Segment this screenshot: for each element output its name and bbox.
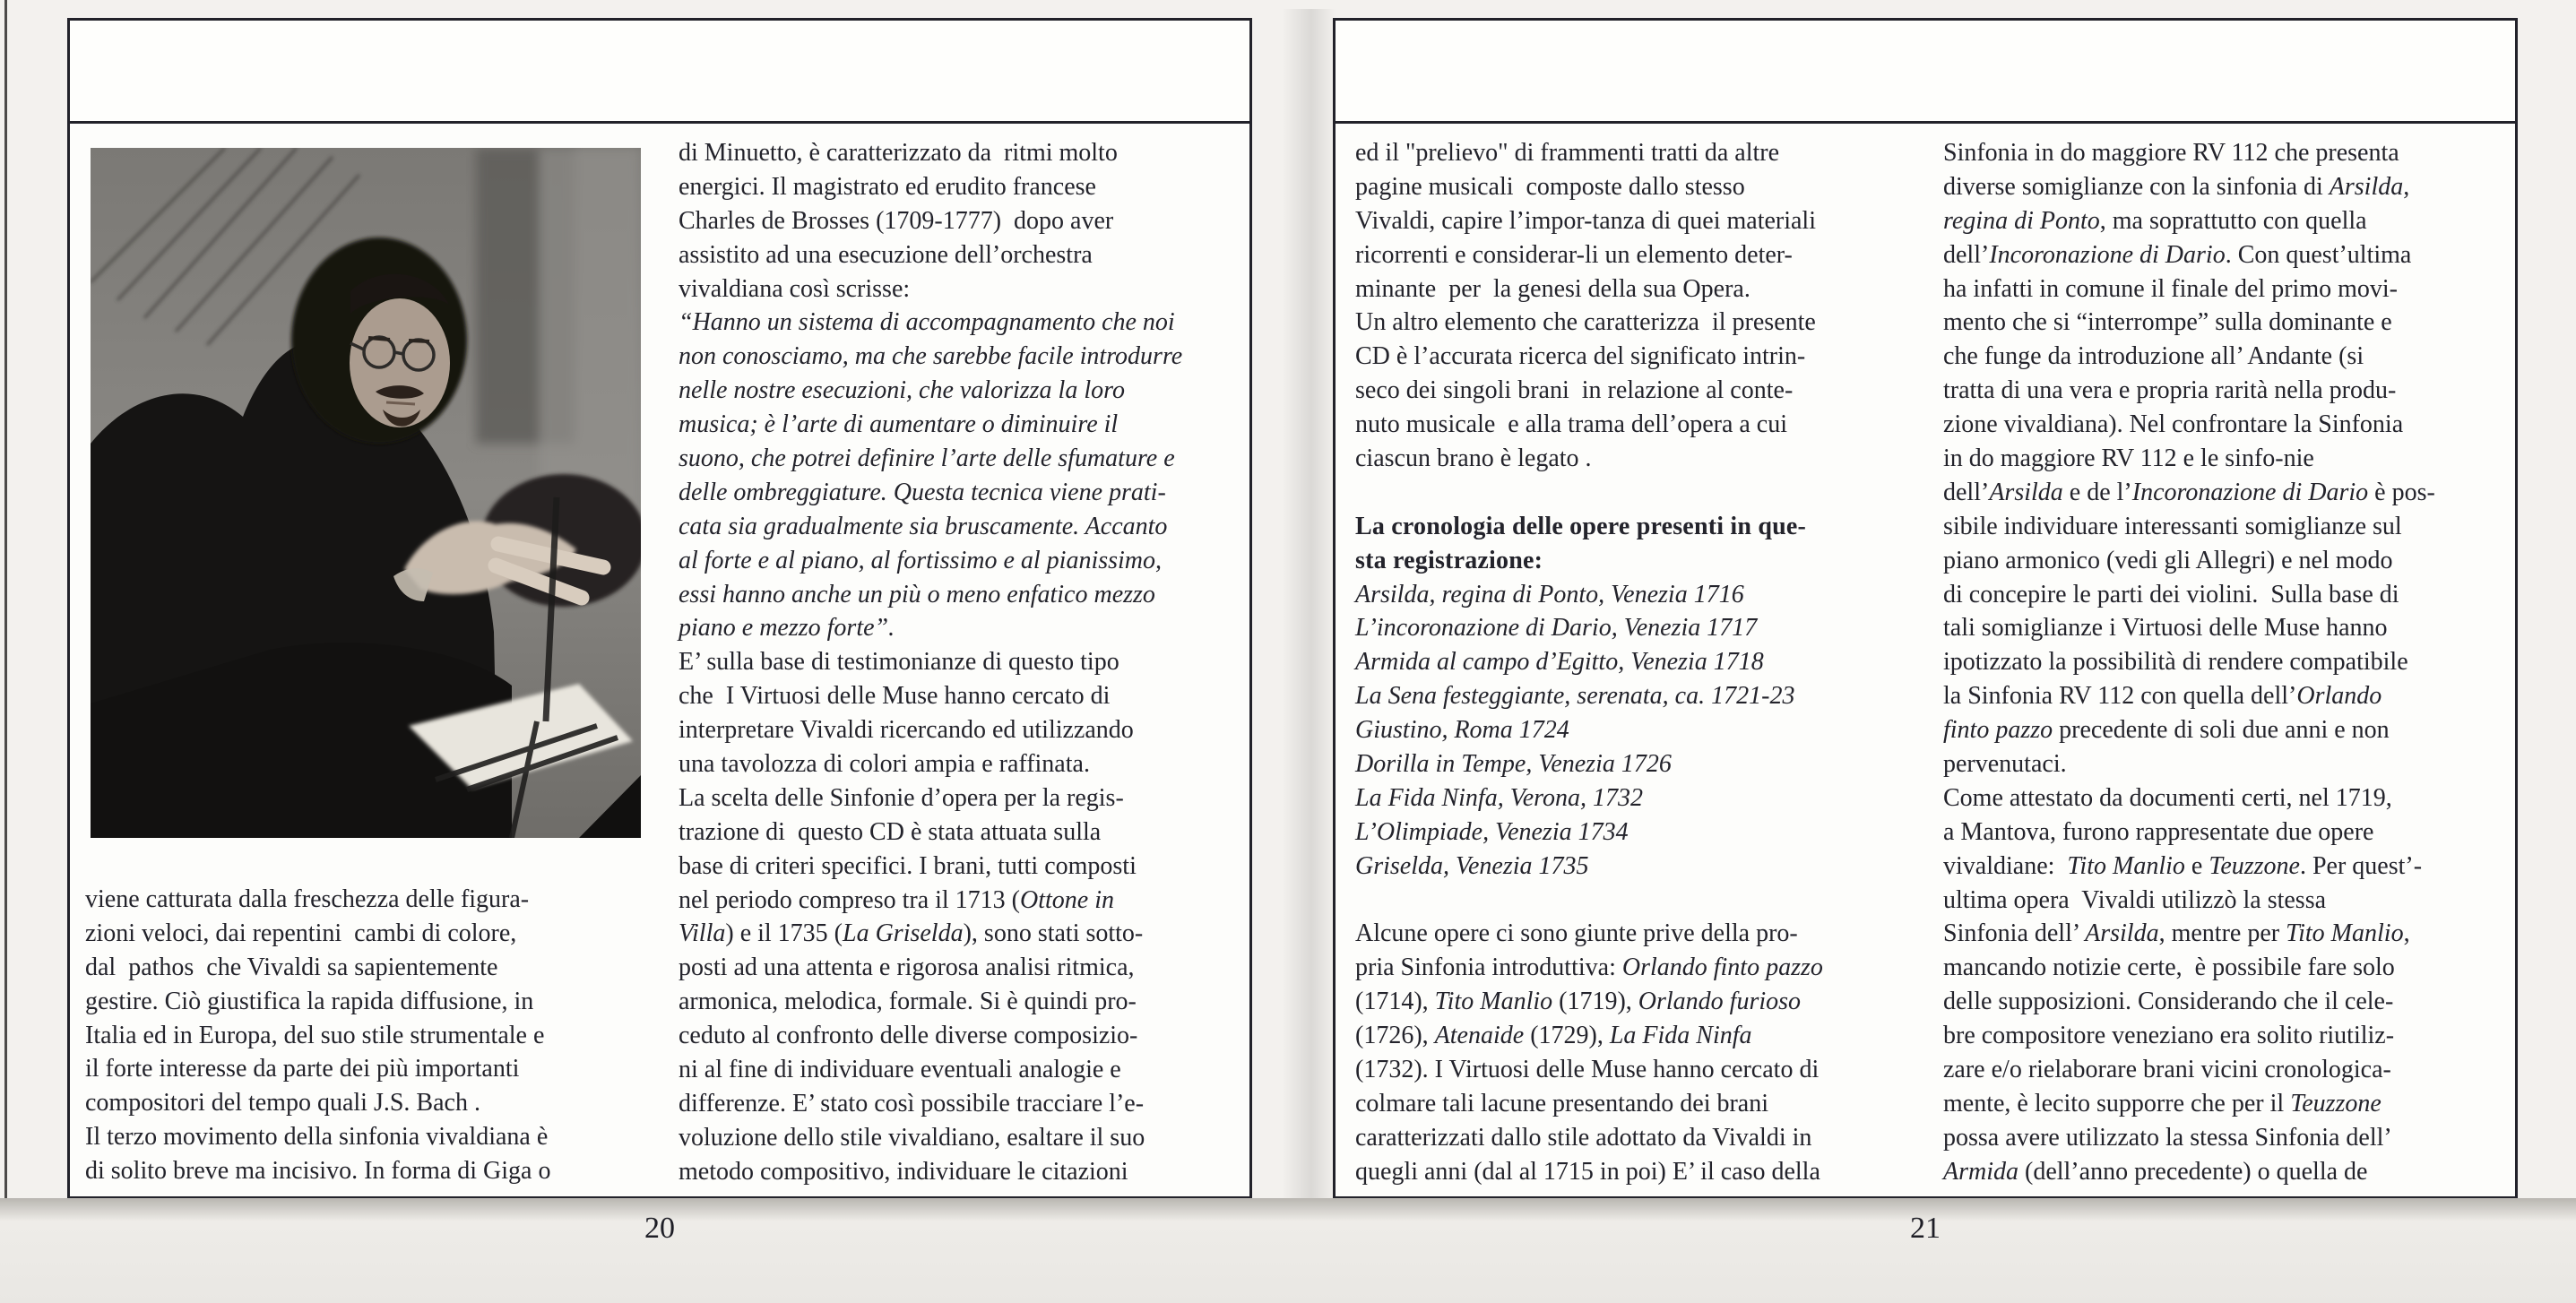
text-line: finto pazzo precedente di soli due anni e non — [1943, 716, 2390, 745]
text-line: Villa) e il 1735 (La Griselda), sono stati sotto- — [679, 919, 1144, 948]
text-line: Vivaldi, capire l’impor-tanza di quei materiali — [1355, 206, 1816, 235]
text-line: E’ sulla base di testimonianze di questo tipo — [679, 648, 1119, 677]
text-line: La Sena festeggiante, serenata, ca. 1721-23 — [1355, 682, 1795, 711]
text-line: L’incoronazione di Dario, Venezia 1717 — [1355, 614, 1758, 643]
text-line: colmare tali lacune presentando dei brani — [1355, 1089, 1769, 1117]
text-line: delle ombreggiature. Questa tecnica viene prati- — [679, 478, 1166, 506]
text-line: ricorrenti e considerar-li un elemento deter- — [1355, 240, 1793, 269]
text-line: dell’Arsilda e de l’Incoronazione di Dario è pos- — [1943, 478, 2435, 506]
text-line: al forte e al piano, al fortissimo e al pianissimo, — [679, 546, 1163, 574]
text-line: cata sia gradualmente sia bruscamente. Accanto — [679, 512, 1168, 540]
text-line: energici. Il magistrato ed erudito francese — [679, 172, 1096, 201]
text-line: Italia ed in Europa, del suo stile strumentale e — [85, 1021, 545, 1049]
text-line: diverse somiglianze con la sinfonia di Arsilda, — [1943, 172, 2410, 201]
page-right-header-band — [1336, 21, 2515, 124]
text-line: dal pathos che Vivaldi sa sapientemente — [85, 953, 498, 981]
text-line: viene catturata dalla freschezza delle figura- — [85, 885, 530, 913]
text-line: voluzione dello stile vivaldiano, esaltare il suo — [679, 1123, 1145, 1152]
text-line: nelle nostre esecuzioni, che valorizza la loro — [679, 376, 1125, 405]
text-line: ipotizzato la possibilità di rendere compatibile — [1943, 648, 2408, 677]
text-line: di Minuetto, è caratterizzato da ritmi molto — [679, 139, 1118, 167]
text-line — [1355, 476, 1933, 510]
text-line: La scelta delle Sinfonie d’opera per la regis- — [679, 783, 1124, 812]
text-line: ultima opera Vivaldi utilizzò la stessa — [1943, 885, 2327, 914]
text-line: Un altro elemento che caratterizza il presente — [1355, 308, 1816, 337]
text-line: suono, che potrei definire l’arte delle sfumature e — [679, 444, 1175, 473]
text-line: minante per la genesi della sua Opera. — [1355, 274, 1750, 303]
text-line: posti ad una attenta e rigorosa analisi ritmica, — [679, 954, 1135, 982]
text-line: armonica, melodica, formale. Si è quindi pro- — [679, 988, 1137, 1016]
conductor-photo — [91, 148, 641, 838]
text-line: interpretare Vivaldi ricercando ed utilizzando — [679, 716, 1134, 745]
text-line: pervenutaci. — [1943, 750, 2067, 779]
text-line: zare e/o rielaborare brani vicini cronologica- — [1943, 1056, 2391, 1084]
text-line: tali somiglianze i Virtuosi delle Muse hanno — [1943, 614, 2388, 643]
text-line: Armida (dell’anno precedente) o quella de — [1943, 1157, 2368, 1186]
text-line: sibile individuare interessanti somiglianze sul — [1943, 512, 2402, 540]
text-line: dell’Incoronazione di Dario. Con quest’ultima — [1943, 240, 2412, 269]
scan-edge-line — [4, 0, 7, 1205]
text-line: di concepire le parti dei violini. Sulla base di — [1943, 580, 2399, 608]
text-line: (1732). I Virtuosi delle Muse hanno cercato di — [1355, 1056, 1820, 1084]
text-line: Arsilda, regina di Ponto, Venezia 1716 — [1355, 580, 1744, 608]
right-page-column-left — [1355, 136, 1933, 1189]
text-line: Charles de Brosses (1709-1777) dopo aver — [679, 206, 1114, 235]
text-line: vivaldiana così scrisse: — [679, 274, 911, 303]
text-line: mancando notizie certe, è possibile fare solo — [1943, 954, 2395, 982]
text-line: sta registrazione: — [1355, 546, 1543, 574]
text-line: La Fida Ninfa, Verona, 1732 — [1355, 783, 1643, 812]
text-line: (1726), Atenaide (1729), La Fida Ninfa — [1355, 1022, 1752, 1050]
text-line: seco dei singoli brani in relazione al conte- — [1355, 376, 1794, 405]
text-line — [1355, 884, 1933, 918]
text-line: Sinfonia in do maggiore RV 112 che presenta — [1943, 139, 2399, 167]
text-line: la Sinfonia RV 112 con quella dell’Orlando — [1943, 682, 2382, 711]
text-line: compositori del tempo quali J.S. Bach . — [85, 1089, 480, 1117]
text-line: che I Virtuosi delle Muse hanno cercato di — [679, 682, 1111, 711]
text-line: nuto musicale e alla trama dell’opera a cui — [1355, 410, 1788, 439]
text-line: zioni veloci, dai repentini cambi di colore, — [85, 919, 517, 947]
text-line: La cronologia delle opere presenti in que- — [1355, 512, 1807, 540]
text-line: (1714), Tito Manlio (1719), Orlando furioso — [1355, 988, 1802, 1016]
text-line: differenze. E’ stato così possibile tracciare l’e- — [679, 1089, 1145, 1117]
text-line: tratta di una vera e propria rarità nella produ- — [1943, 376, 2397, 405]
page-number-left: 20 — [644, 1212, 675, 1245]
text-line: Armida al campo d’Egitto, Venezia 1718 — [1355, 648, 1764, 677]
text-line: L’Olimpiade, Venezia 1734 — [1355, 817, 1629, 846]
text-line: mente, è lecito supporre che per il Teuzzone — [1943, 1089, 2382, 1117]
left-page-column-left — [85, 883, 672, 1188]
text-line: Il terzo movimento della sinfonia vivaldiana è — [85, 1123, 549, 1152]
text-line: Giustino, Roma 1724 — [1355, 716, 1569, 745]
text-line: zione vivaldiana). Nel confrontare la Sinfonia — [1943, 410, 2404, 439]
text-line: Griselda, Venezia 1735 — [1355, 851, 1589, 880]
text-line: possa avere utilizzato la stessa Sinfonia dell’ — [1943, 1123, 2392, 1152]
text-line: ed il "prelievo" di frammenti tratti da altre — [1355, 139, 1780, 167]
text-line: vivaldiane: Tito Manlio e Teuzzone. Per quest’- — [1943, 851, 2423, 880]
text-line: ni al fine di individuare eventuali analogie e — [679, 1056, 1121, 1084]
right-page-column-right — [1943, 136, 2521, 1189]
text-line: essi hanno anche un più o meno enfatico mezzo — [679, 580, 1155, 608]
text-line: Dorilla in Tempe, Venezia 1726 — [1355, 750, 1672, 779]
text-line: pria Sinfonia introduttiva: Orlando finto pazzo — [1355, 954, 1823, 982]
text-line: mento che si “interrompe” sulla dominante e — [1943, 308, 2392, 337]
left-page-column-right — [679, 136, 1261, 1189]
text-line: trazione di questo CD è stata attuata sulla — [679, 817, 1102, 846]
text-line: che funge da introduzione all’ Andante (si — [1943, 342, 2364, 371]
text-line: CD è l’accurata ricerca del significato intrin- — [1355, 342, 1806, 371]
text-line: ceduto al confronto delle diverse composizio- — [679, 1022, 1138, 1050]
text-line: base di criteri specifici. I brani, tutti composti — [679, 851, 1137, 880]
text-line: metodo compositivo, individuare le citazioni — [679, 1157, 1128, 1186]
text-line: regina di Ponto, ma soprattutto con quella — [1943, 206, 2367, 235]
text-line: ha infatti in comune il finale del primo movi- — [1943, 274, 2398, 303]
text-line: pagine musicali composte dallo stesso — [1355, 172, 1745, 201]
text-line: in do maggiore RV 112 e le sinfo-nie — [1943, 444, 2314, 473]
text-line: Alcune opere ci sono giunte prive della pro- — [1355, 919, 1798, 948]
page-left-header-band — [70, 21, 1249, 124]
text-line: nel periodo compreso tra il 1713 (Ottone in — [679, 885, 1115, 914]
text-line: quegli anni (dal al 1715 in poi) E’ il caso della — [1355, 1157, 1820, 1186]
text-line: a Mantova, furono rappresentate due opere — [1943, 817, 2374, 846]
page-gutter-shadow — [1282, 9, 1336, 1201]
text-line: di solito breve ma incisivo. In forma di Giga o — [85, 1157, 551, 1186]
text-line: musica; è l’arte di aumentare o diminuire il — [679, 410, 1119, 439]
text-line: bre compositore veneziano era solito riutiliz- — [1943, 1022, 2395, 1050]
text-line: delle supposizioni. Considerando che il cele- — [1943, 988, 2394, 1016]
text-line: caratterizzati dallo stile adottato da Vivaldi in — [1355, 1123, 1812, 1152]
text-line: “Hanno un sistema di accompagnamento che noi — [679, 308, 1175, 337]
text-line: ciascun brano è legato . — [1355, 444, 1592, 473]
text-line: non conosciamo, ma che sarebbe facile introdurre — [679, 342, 1183, 371]
text-line: assistito ad una esecuzione dell’orchestra — [679, 240, 1093, 269]
page-number-right: 21 — [1910, 1212, 1941, 1245]
text-line: piano armonico (vedi gli Allegri) e nel modo — [1943, 546, 2393, 574]
text-line: una tavolozza di colori ampia e raffinata. — [679, 750, 1090, 779]
text-line: piano e mezzo forte”. — [679, 614, 895, 643]
text-line: il forte interesse da parte dei più importanti — [85, 1055, 520, 1083]
text-line: Sinfonia dell’ Arsilda, mentre per Tito Manlio, — [1943, 919, 2410, 948]
text-line: Come attestato da documenti certi, nel 1719, — [1943, 783, 2392, 812]
text-line: gestire. Ciò giustifica la rapida diffusione, in — [85, 987, 534, 1015]
